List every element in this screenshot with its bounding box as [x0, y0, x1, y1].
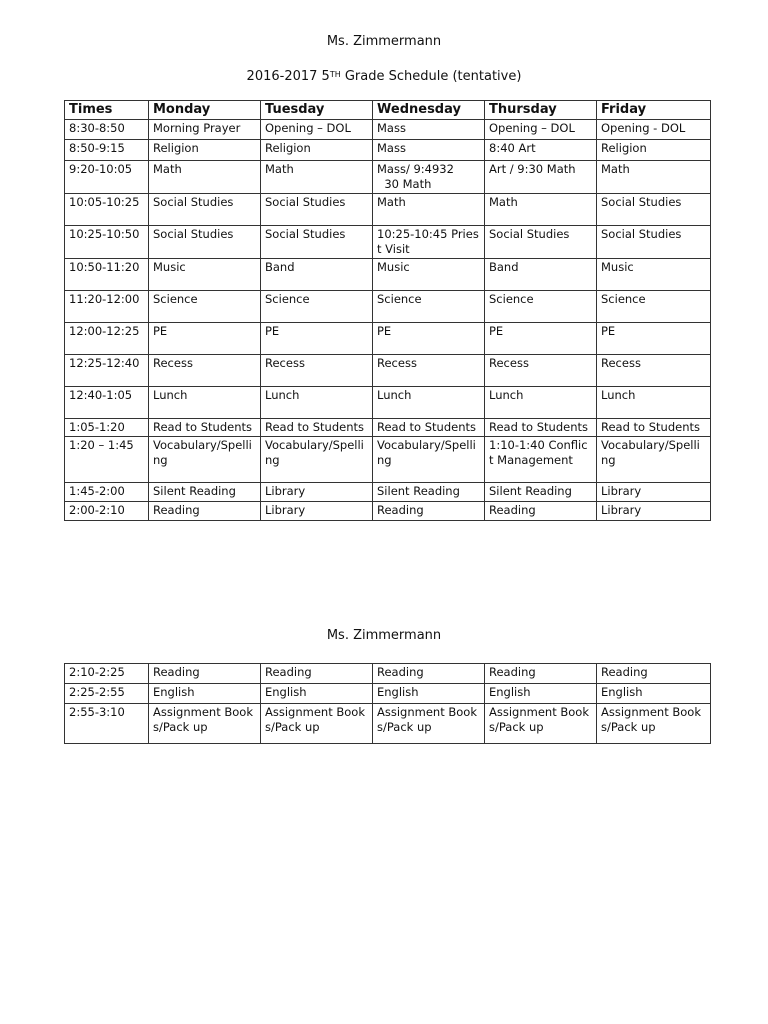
cell-thursday: Silent Reading	[485, 483, 597, 502]
time-slot: 2:10-2:25	[65, 664, 149, 684]
cell-wednesday: Reading	[373, 502, 485, 521]
cell-wednesday: Lunch	[373, 387, 485, 419]
table-row	[65, 291, 711, 323]
cell-wednesday: Read to Students	[373, 419, 485, 437]
cell-friday: Vocabulary/Spelling	[597, 437, 711, 483]
header-wednesday: Wednesday	[373, 101, 485, 120]
cell-monday: Math	[149, 161, 261, 194]
cell-thursday: Reading	[485, 664, 597, 684]
cell-wednesday: Reading	[373, 664, 485, 684]
time-slot: 2:00-2:10	[65, 502, 149, 521]
cell-tuesday: Library	[261, 483, 373, 502]
cell-monday: PE	[149, 323, 261, 355]
table-row	[65, 140, 711, 161]
cell-friday: Library	[597, 502, 711, 521]
cell-thursday: Assignment Books/Pack up	[485, 704, 597, 744]
table-row	[65, 704, 711, 744]
time-slot: 8:50-9:15	[65, 140, 149, 161]
cell-thursday: Science	[485, 291, 597, 323]
table-row	[65, 161, 711, 194]
table-row	[65, 355, 711, 387]
header-monday: Monday	[149, 101, 261, 120]
cell-thursday: Reading	[485, 502, 597, 521]
time-slot: 11:20-12:00	[65, 291, 149, 323]
schedule-table	[64, 100, 711, 521]
cell-thursday: Recess	[485, 355, 597, 387]
table-row	[65, 437, 711, 483]
time-slot: 1:20 – 1:45	[65, 437, 149, 483]
cell-wednesday: Mass/ 9:4932 30 Math	[373, 161, 485, 194]
cell-tuesday: Assignment Books/Pack up	[261, 704, 373, 744]
cell-tuesday: Lunch	[261, 387, 373, 419]
cell-monday: Religion	[149, 140, 261, 161]
cell-thursday: Math	[485, 194, 597, 226]
schedule-title	[0, 69, 768, 85]
cell-wednesday: PE	[373, 323, 485, 355]
cell-thursday: PE	[485, 323, 597, 355]
title-rest: Grade Schedule (tentative)	[340, 69, 522, 84]
time-slot: 12:25-12:40	[65, 355, 149, 387]
schedule-table-continued	[64, 663, 711, 744]
cell-tuesday: Band	[261, 259, 373, 291]
table-row	[65, 502, 711, 521]
cell-friday: Read to Students	[597, 419, 711, 437]
cell-monday: Reading	[149, 664, 261, 684]
table-row	[65, 259, 711, 291]
title-year-grade: 2016-2017 5	[246, 69, 330, 84]
cell-tuesday: Social Studies	[261, 226, 373, 259]
cell-tuesday: Vocabulary/Spelling	[261, 437, 373, 483]
time-slot: 1:05-1:20	[65, 419, 149, 437]
cell-thursday: English	[485, 684, 597, 704]
cell-monday: Assignment Books/Pack up	[149, 704, 261, 744]
cell-monday: Vocabulary/Spelling	[149, 437, 261, 483]
table-row	[65, 194, 711, 226]
time-slot: 1:45-2:00	[65, 483, 149, 502]
cell-wednesday: English	[373, 684, 485, 704]
cell-friday: Library	[597, 483, 711, 502]
table-row	[65, 120, 711, 140]
table-row	[65, 483, 711, 502]
cell-thursday: Band	[485, 259, 597, 291]
cell-friday: Social Studies	[597, 194, 711, 226]
cell-monday: Lunch	[149, 387, 261, 419]
cell-monday: English	[149, 684, 261, 704]
time-slot: 10:05-10:25	[65, 194, 149, 226]
cell-tuesday: Opening – DOL	[261, 120, 373, 140]
title-superscript: TH	[329, 70, 341, 79]
header-tuesday: Tuesday	[261, 101, 373, 120]
cell-friday: Math	[597, 161, 711, 194]
cell-thursday: Social Studies	[485, 226, 597, 259]
cell-wednesday: Mass	[373, 140, 485, 161]
cell-thursday: Read to Students	[485, 419, 597, 437]
cell-friday: Social Studies	[597, 226, 711, 259]
table-row	[65, 664, 711, 684]
cell-thursday: Lunch	[485, 387, 597, 419]
cell-monday: Social Studies	[149, 226, 261, 259]
teacher-name: Ms. Zimmermann	[326, 34, 442, 49]
cell-monday: Read to Students	[149, 419, 261, 437]
cell-tuesday: Social Studies	[261, 194, 373, 226]
cell-thursday: Art / 9:30 Math	[485, 161, 597, 194]
cell-tuesday: Math	[261, 161, 373, 194]
cell-friday: Lunch	[597, 387, 711, 419]
cell-friday: Opening - DOL	[597, 120, 711, 140]
header-thursday: Thursday	[485, 101, 597, 120]
cell-friday: Science	[597, 291, 711, 323]
cell-friday: English	[597, 684, 711, 704]
cell-tuesday: Science	[261, 291, 373, 323]
table-row	[65, 684, 711, 704]
table-row	[65, 419, 711, 437]
cell-friday: Religion	[597, 140, 711, 161]
cell-monday: Recess	[149, 355, 261, 387]
cell-tuesday: English	[261, 684, 373, 704]
cell-tuesday: Religion	[261, 140, 373, 161]
cell-wednesday: Math	[373, 194, 485, 226]
cell-wednesday: Music	[373, 259, 485, 291]
time-slot: 10:50-11:20	[65, 259, 149, 291]
time-slot: 12:00-12:25	[65, 323, 149, 355]
cell-tuesday: Library	[261, 502, 373, 521]
cell-wednesday: 10:25-10:45 Priest Visit	[373, 226, 485, 259]
cell-monday: Silent Reading	[149, 483, 261, 502]
cell-wednesday: Vocabulary/Spelling	[373, 437, 485, 483]
cell-tuesday: Reading	[261, 664, 373, 684]
table-row	[65, 226, 711, 259]
cell-friday: Reading	[597, 664, 711, 684]
cell-friday: Assignment Books/Pack up	[597, 704, 711, 744]
time-slot: 2:25-2:55	[65, 684, 149, 704]
cell-friday: Recess	[597, 355, 711, 387]
table-row	[65, 323, 711, 355]
cell-wednesday: Recess	[373, 355, 485, 387]
cell-monday: Social Studies	[149, 194, 261, 226]
cell-wednesday: Science	[373, 291, 485, 323]
cell-friday: PE	[597, 323, 711, 355]
cell-thursday: 1:10-1:40 Conflict Management	[485, 437, 597, 483]
time-slot: 12:40-1:05	[65, 387, 149, 419]
time-slot: 9:20-10:05	[65, 161, 149, 194]
cell-thursday: 8:40 Art	[485, 140, 597, 161]
cell-monday: Reading	[149, 502, 261, 521]
table-row	[65, 387, 711, 419]
cell-friday: Music	[597, 259, 711, 291]
time-slot: 10:25-10:50	[65, 226, 149, 259]
header-times: Times	[65, 101, 149, 120]
cell-tuesday: Recess	[261, 355, 373, 387]
cell-monday: Music	[149, 259, 261, 291]
cell-tuesday: PE	[261, 323, 373, 355]
cell-wednesday: Silent Reading	[373, 483, 485, 502]
time-slot: 8:30-8:50	[65, 120, 149, 140]
header-friday: Friday	[597, 101, 711, 120]
cell-monday: Morning Prayer	[149, 120, 261, 140]
time-slot: 2:55-3:10	[65, 704, 149, 744]
cell-wednesday: Mass	[373, 120, 485, 140]
cell-thursday: Opening – DOL	[485, 120, 597, 140]
cell-monday: Science	[149, 291, 261, 323]
header-row	[65, 101, 711, 120]
teacher-name-page2: Ms. Zimmermann	[326, 628, 442, 643]
cell-wednesday: Assignment Books/Pack up	[373, 704, 485, 744]
cell-tuesday: Read to Students	[261, 419, 373, 437]
